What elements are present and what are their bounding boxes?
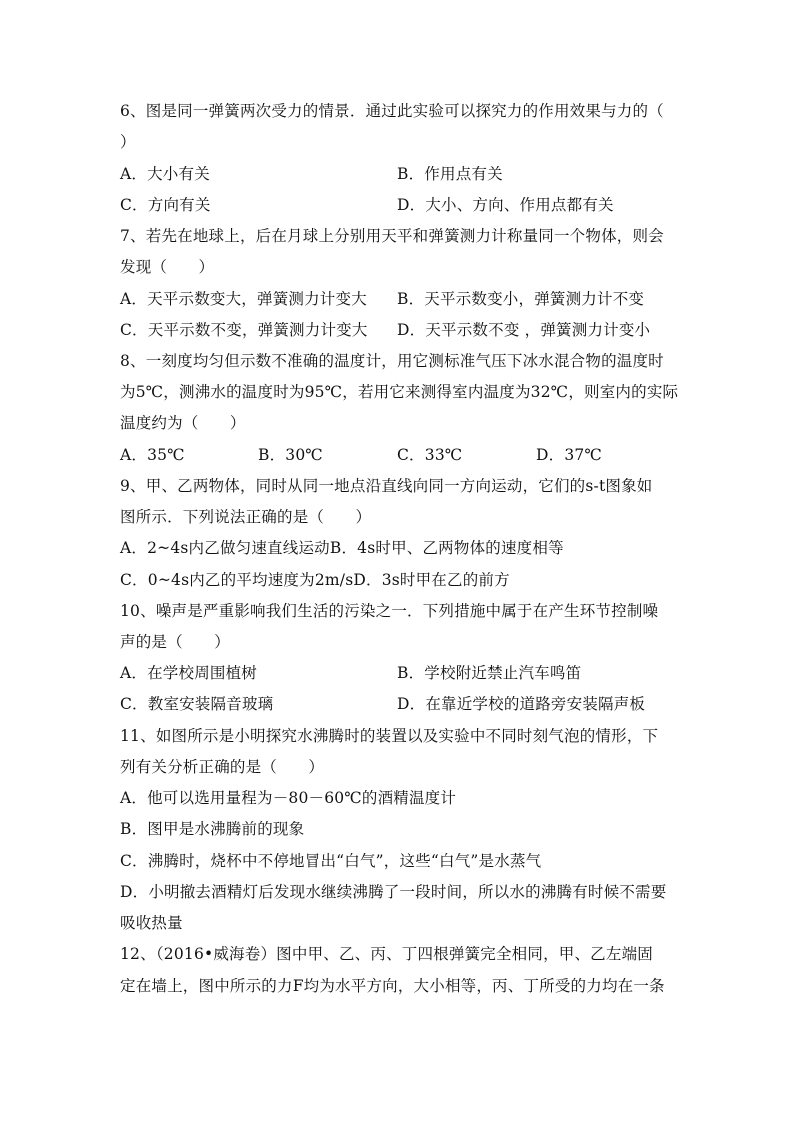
- q9-stem-line-1: 9、甲、乙两物体，同时从同一地点沿直线向同一方向运动，它们的s-t图象如: [120, 477, 653, 495]
- q7-stem-line-1: 7、若先在地球上，后在月球上分别用天平和弹簧测力计称量同一个物体，则会: [120, 227, 664, 245]
- q9-option-ab: A．2~4s内乙做匀速直线运动B．4s时甲、乙两物体的速度相等: [120, 539, 564, 557]
- q6-option-a: A．大小有关: [120, 165, 210, 183]
- q11-option-d-line-2: 吸收热量: [120, 914, 183, 932]
- q9-option-cd: C．0~4s内乙的平均速度为2m/sD．3s时甲在乙的前方: [120, 571, 510, 589]
- q7-stem-line-2: 发现（ ）: [120, 258, 215, 276]
- q11-stem-line-2: 列有关分析正确的是（ ）: [120, 758, 325, 776]
- q11-option-a: A．他可以选用量程为－80－60℃的酒精温度计: [120, 789, 457, 807]
- q7-option-d: D．天平示数不变 ，弹簧测力计变小: [397, 321, 651, 339]
- q10-option-c: C．教室安装隔音玻璃: [120, 695, 274, 713]
- q10-option-b: B．学校附近禁止汽车鸣笛: [397, 664, 582, 682]
- q10-option-a: A．在学校周围植树: [120, 664, 257, 682]
- q6-stem-line-1: 6、图是同一弹簧两次受力的情景．通过此实验可以探究力的作用效果与力的（: [120, 102, 664, 120]
- q8-option-d: D．37℃: [536, 446, 602, 464]
- q11-option-b: B．图甲是水沸腾前的现象: [120, 820, 305, 838]
- q7-option-a: A．天平示数变大，弹簧测力计变大: [120, 290, 367, 308]
- q11-option-d-line-1: D．小明撤去酒精灯后发现水继续沸腾了一段时间，所以水的沸腾有时候不需要: [120, 883, 667, 901]
- q7-option-b: B．天平示数变小，弹簧测力计不变: [397, 290, 645, 308]
- q6-option-b: B．作用点有关: [397, 165, 503, 183]
- q8-option-a: A．35℃: [120, 446, 185, 464]
- q10-stem-line-2: 声的是（ ）: [120, 633, 230, 651]
- q10-option-d: D．在靠近学校的道路旁安装隔声板: [397, 695, 646, 713]
- q12-stem-line-2: 定在墙上，图中所示的力F均为水平方向，大小相等，丙、丁所受的力均在一条: [120, 977, 665, 995]
- q8-stem-line-1: 8、一刻度均匀但示数不准确的温度计，用它测标准气压下冰水混合物的温度时: [120, 352, 664, 370]
- q11-option-c: C．沸腾时，烧杯中不停地冒出“白气”，这些“白气”是水蒸气: [120, 852, 542, 870]
- q12-stem-line-1: 12、（2016•威海卷）图中甲、乙、丙、丁四根弹簧完全相同，甲、乙左端固: [120, 945, 653, 963]
- q10-stem-line-1: 10、噪声是严重影响我们生活的污染之一．下列措施中属于在产生环节控制噪: [120, 602, 659, 620]
- q6-option-d: D．大小、方向、作用点都有关: [397, 196, 614, 214]
- q11-stem-line-1: 11、如图所示是小明探究水沸腾时的装置以及实验中不同时刻气泡的情形，下: [120, 727, 659, 745]
- q8-option-c: C．33℃: [397, 446, 463, 464]
- q6-stem-line-2: ）: [120, 133, 136, 151]
- q8-stem-line-2: 为5℃，测沸水的温度时为95℃，若用它来测得室内温度为32℃，则室内的实际: [120, 383, 679, 401]
- q6-option-c: C．方向有关: [120, 196, 211, 214]
- q9-stem-line-2: 图所示．下列说法正确的是（ ）: [120, 508, 372, 526]
- q8-stem-line-3: 温度约为（ ）: [120, 414, 246, 432]
- q8-option-b: B．30℃: [258, 446, 323, 464]
- q7-option-c: C．天平示数不变，弹簧测力计变大: [120, 321, 368, 339]
